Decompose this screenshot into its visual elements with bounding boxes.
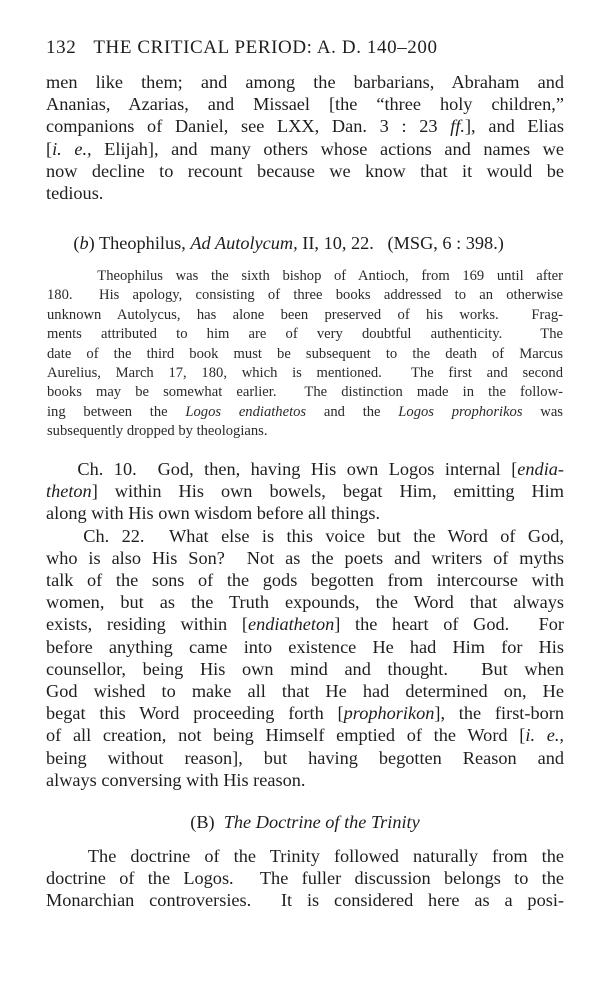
text-run: doctrine of the Logos. The fuller discussion belongs to the	[46, 868, 564, 889]
text-run: ] the heart of God. For	[334, 614, 564, 635]
text-run: ing between the	[47, 403, 186, 420]
editorial-note-line	[47, 364, 563, 383]
intro-paragraph-line	[46, 93, 564, 115]
running-title: THE CRITICAL PERIOD: A. D. 140–200	[93, 37, 438, 58]
text-run: ] within His own bowels, begat Him, emitting Him	[91, 481, 564, 502]
source-heading-line	[46, 232, 564, 254]
editorial-note-line	[47, 325, 563, 344]
text-run: companions of Daniel, see LXX, Dan. 3 : 23	[46, 116, 451, 137]
text-run: The doctrine of the Trinity followed naturally from the	[46, 846, 564, 866]
text-run: Aurelius, March 17, 180, which is mentioned. The first and second	[47, 365, 563, 381]
translation-text-line	[46, 636, 564, 658]
italic-text: i. e.,	[52, 138, 92, 159]
italic-text: b	[79, 233, 89, 253]
text-run: of all creation, not being Himself emptied of the Word [	[46, 725, 526, 746]
trinity-paragraph-line	[46, 889, 564, 911]
text-run: subsequently dropped by theologians.	[47, 423, 268, 440]
trinity-paragraph-line	[46, 867, 564, 889]
trinity-paragraph-line	[46, 845, 564, 867]
text-run: along with His own wisdom before all things.	[46, 503, 381, 524]
text-run: men like them; and among the barbarians, Abraham and	[46, 72, 564, 92]
text-run: (B)	[190, 812, 224, 832]
text-run: was	[522, 403, 563, 420]
text-run: II, 10, 22. (MSG, 6 : 398.)	[297, 233, 504, 253]
section-heading-line	[46, 811, 564, 833]
text-run: now decline to recount because we know that it would be	[46, 160, 564, 181]
text-run: ) Theophilus,	[88, 233, 191, 253]
italic-text: Logos prophorikos	[398, 403, 523, 420]
text-run: begat this Word proceeding forth [	[46, 703, 344, 724]
text-run: date of the third book must be subsequent to the death of Marcus	[47, 345, 563, 362]
translation-text-line	[46, 591, 564, 613]
italic-text: ff.	[450, 116, 465, 137]
translation-text-line	[46, 702, 564, 724]
translation-text-line	[46, 769, 564, 791]
intro-paragraph-line	[46, 182, 564, 204]
page-number: 132	[46, 37, 77, 58]
text-run: and the	[306, 403, 399, 420]
translation-text-line	[46, 680, 564, 702]
translation-text-line	[46, 724, 564, 746]
text-run: Monarchian controversies. It is considered here as a posi-	[46, 890, 564, 911]
running-header	[46, 37, 566, 59]
text-run: Ch. 10. God, then, having His own Logos internal [	[46, 459, 518, 479]
translation-text-line	[46, 458, 564, 480]
translation-text-line	[46, 569, 564, 591]
text-run: before anything came into existence He had Him for His	[46, 636, 564, 657]
italic-text: prophorikon	[343, 703, 435, 724]
text-run: books may be somewhat earlier. The distinction made in the follow-	[47, 384, 563, 401]
editorial-note-line	[47, 306, 563, 325]
italic-text: endia-	[517, 459, 564, 479]
italic-text: Ad Autolycum,	[190, 233, 298, 253]
editorial-note-line	[47, 403, 563, 422]
translation-text-line	[46, 525, 564, 547]
text-run: who is also His Son? Not as the poets and writers of myths	[46, 547, 564, 568]
text-run: (	[46, 233, 80, 253]
intro-paragraph-line	[46, 115, 564, 137]
text-run: Ananias, Azarias, and Missael [the “three holy children,”	[46, 94, 564, 115]
text-run: Theophilus was the sixth bishop of Antioch, from 169 until after	[47, 268, 563, 284]
translation-text-line	[46, 747, 564, 769]
italic-text: theton	[46, 481, 92, 502]
editorial-note-line	[47, 286, 563, 305]
editorial-note-line	[47, 383, 563, 402]
text-run: always conversing with His reason.	[46, 769, 306, 790]
translation-text-line	[46, 613, 564, 635]
text-run: ], and Elias	[464, 116, 564, 137]
text-run: ], the first-born	[434, 703, 564, 724]
translation-text-line	[46, 658, 564, 680]
text-run: God wished to make all that He had determined on, He	[46, 681, 564, 701]
text-run: being without reason], but having begotten Reason and	[46, 747, 564, 768]
text-run: tedious.	[46, 183, 104, 203]
text-run: women, but as the Truth expounds, the Word that always	[46, 592, 564, 613]
translation-text-line	[46, 547, 564, 569]
italic-text: The Doctrine of the Trinity	[223, 812, 420, 832]
text-run: ments attributed to him are of very doubtful authenticity. The	[47, 326, 563, 343]
translation-text-line	[46, 480, 564, 502]
text-run: Ch. 22. What else is this voice but the Word of God,	[46, 525, 564, 546]
translation-text-line	[46, 502, 564, 524]
text-run: unknown Autolycus, has alone been preserved of his works. Frag-	[47, 306, 563, 323]
editorial-note-line	[47, 345, 563, 364]
intro-paragraph-line	[46, 160, 564, 182]
italic-text: endiatheton	[247, 614, 335, 635]
italic-text: Logos endiathetos	[185, 403, 307, 420]
text-run: 180. His apology, consisting of three books addressed to an otherwise	[47, 287, 563, 304]
text-run: Elijah], and many others whose actions and names we	[91, 138, 564, 159]
editorial-note-line	[47, 422, 563, 441]
intro-paragraph-line	[46, 138, 564, 160]
editorial-note-line	[47, 267, 563, 286]
text-run: talk of the sons of the gods begotten from intercourse with	[46, 570, 564, 590]
text-run: counsellor, being His own mind and thought. But when	[46, 658, 564, 679]
text-run: exists, residing within [	[46, 614, 248, 635]
intro-paragraph-line	[46, 71, 564, 93]
text-run: [	[46, 138, 53, 159]
italic-text: i. e.,	[525, 725, 564, 746]
